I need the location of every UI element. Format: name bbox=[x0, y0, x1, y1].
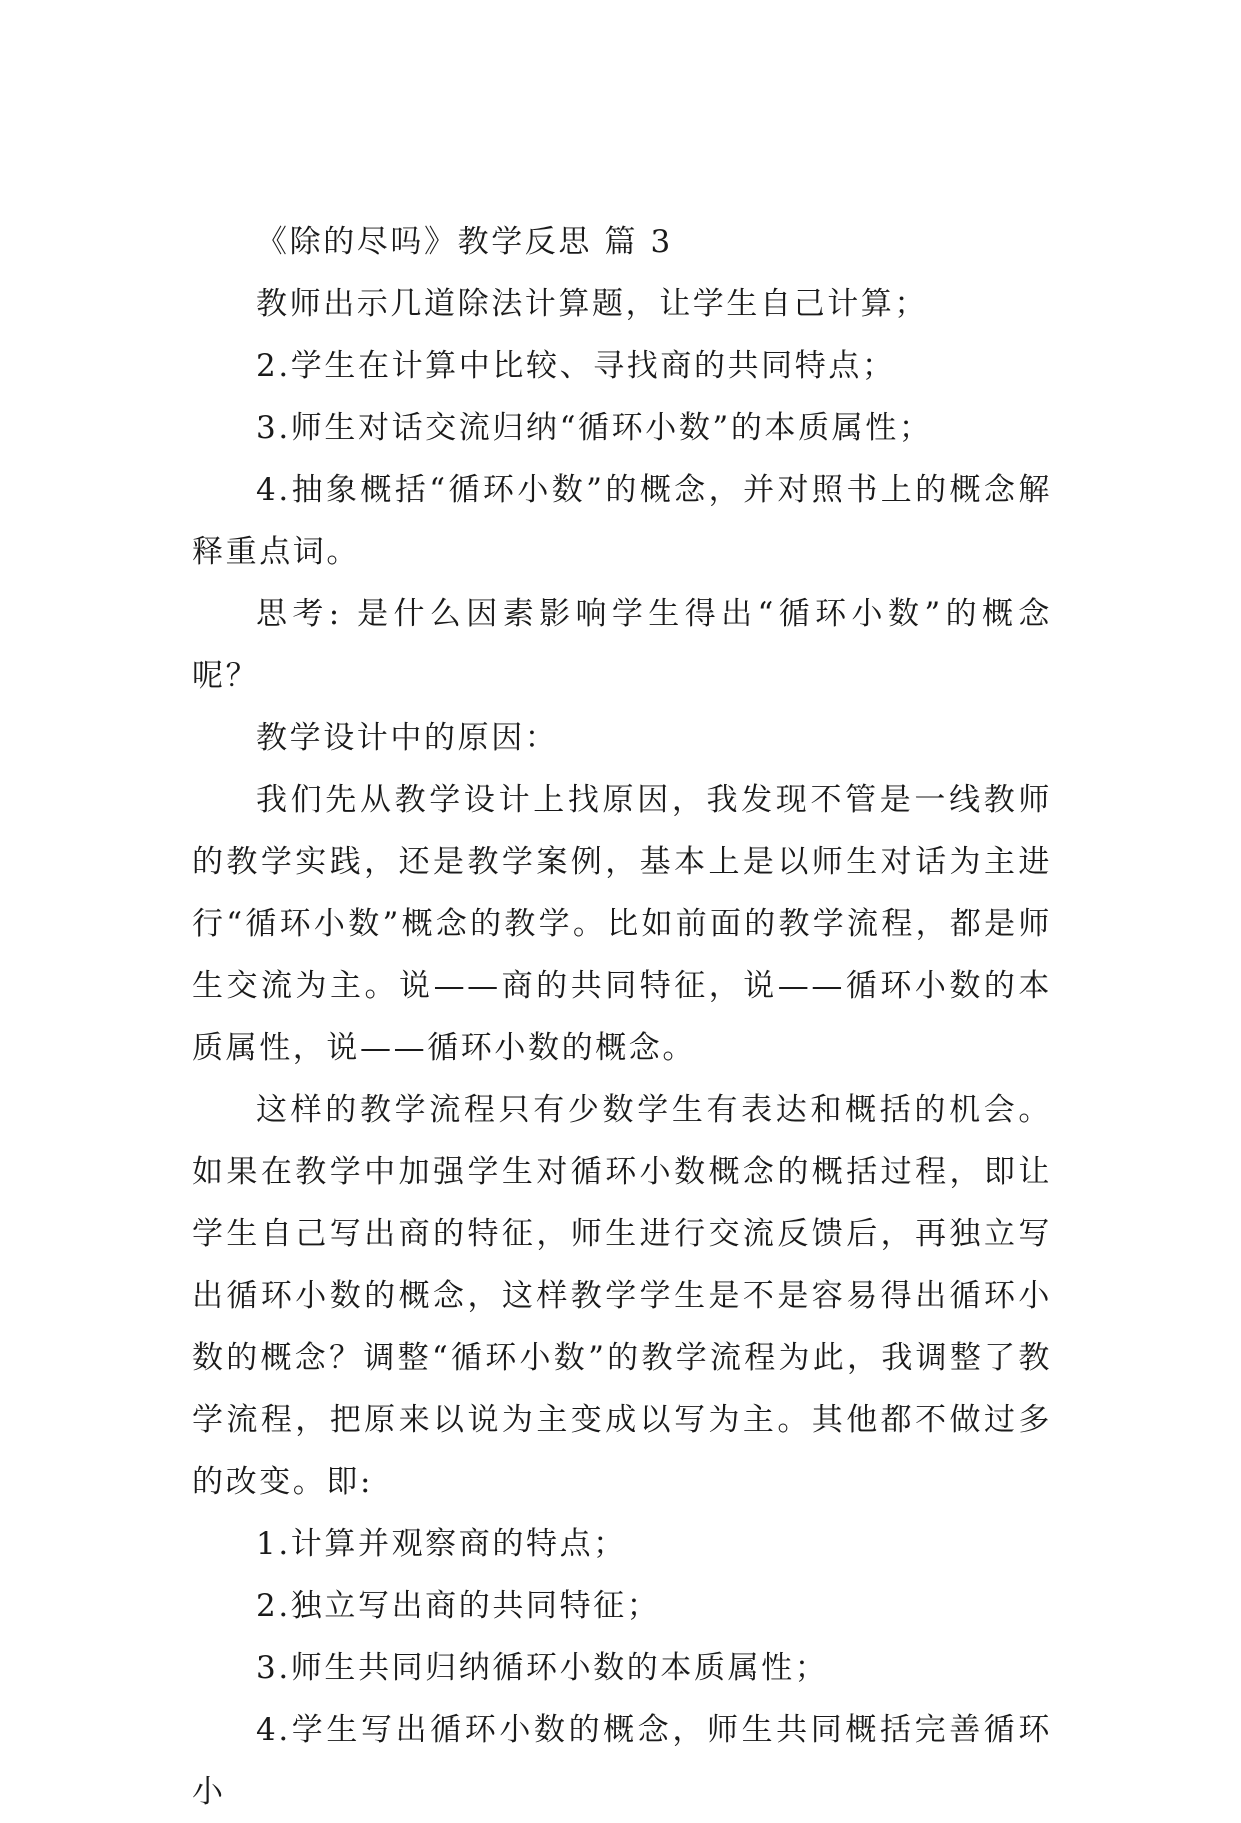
document-title: 《除的尽吗》教学反思 篇 3 bbox=[256, 224, 673, 260]
paragraph: 思考: 是什么因素影响学生得出“循环小数”的概念呢？ bbox=[192, 596, 1052, 694]
paragraph: 2.学生在计算中比较、寻找商的共同特点； bbox=[256, 348, 896, 384]
paragraph: 教师出示几道除法计算题，让学生自己计算； bbox=[256, 286, 928, 322]
paragraph: 教学设计中的原因： bbox=[256, 720, 559, 756]
paragraph: 这样的教学流程只有少数学生有表达和概括的机会。如果在教学中加强学生对循环小数概念的概括过程，即让学生自己写出商的特征，师生进行交流反馈后，再独立写出循环小数的概念，这样教学学生是不是容易得出循环小数的概念？调整“循环小数”的教学流程为此，我调整了教学流程，把原来以说为主变成以写为主。其他都不做过多的改变。即: bbox=[192, 1092, 1052, 1500]
paragraph: 4.学生写出循环小数的概念，师生共同概括完善循环小 bbox=[192, 1712, 1052, 1810]
paragraph: 我们先从教学设计上找原因，我发现不管是一线教师的教学实践，还是教学案例，基本上是以师生对话为主进行“循环小数”概念的教学。比如前面的教学流程，都是师生交流为主。说——商的共同特征，说——循环小数的本质属性，说——循环小数的概念。 bbox=[192, 782, 1052, 1066]
paragraph: 4.抽象概括“循环小数”的概念，并对照书上的概念解释重点词。 bbox=[192, 472, 1052, 570]
paragraph: 3.师生共同归纳循环小数的本质属性； bbox=[256, 1650, 829, 1686]
paragraph: 1.计算并观察商的特点； bbox=[256, 1526, 627, 1562]
document-body bbox=[192, 211, 1052, 1823]
paragraph: 3.师生对话交流归纳“循环小数”的本质属性； bbox=[256, 410, 933, 446]
paragraph: 2.独立写出商的共同特征； bbox=[256, 1588, 661, 1624]
